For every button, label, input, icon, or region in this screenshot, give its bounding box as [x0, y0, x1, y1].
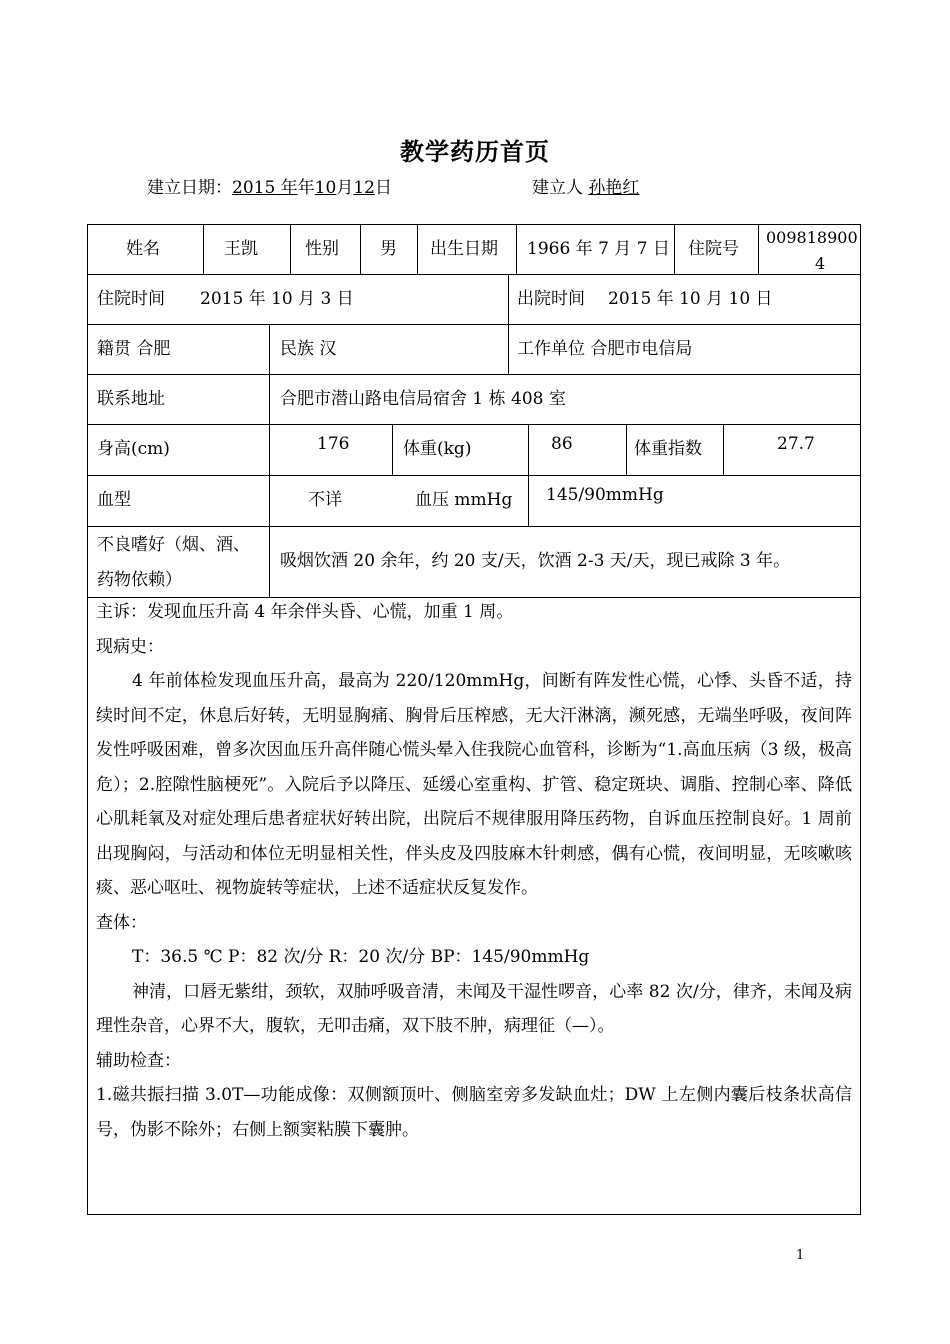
hpi-text: 4 年前体检发现血压升高，最高为 220/120mmHg，间断有阵发性心慌，心悸、头昏不适，持续时间不定，休息后好转，无明显胸痛、胸骨后压榨感，无大汗淋漓，濒死感，无端坐呼吸，夜间阵发性呼吸困难，曾多次因血压升高伴随心慌头晕入住我院心血管科，诊断为“1.高血压病（3 级，极高危）；2.腔隙性脑梗死”。入院后予以降压、延缓心室重构、扩管、稳定斑块、调脂、控制心率、降低心肌耗氧及对症处理后患者症状好转出院，出院后不规律服用降压药物，自诉血压控制良好。1 周前出现胸闷，与活动和体位无明显相关性，伴头皮及四肢麻木针刺感，偶有心慌，夜间明显，无咳嗽咳痰、恶心呕吐、视物旋转等症状，上述不适症状反复发作。 — [96, 671, 852, 898]
name-label: 姓名 — [126, 239, 160, 259]
height-value: 176 — [317, 434, 350, 454]
weight-value: 86 — [551, 434, 573, 454]
discharge-value: 2015 年 10 月 10 日 — [608, 289, 773, 309]
origin-value: 籍贯 合肥 — [97, 339, 171, 359]
bmi-value: 27.7 — [777, 434, 815, 454]
month-label: 月 — [336, 178, 354, 198]
admission-no-overflow: 4 — [815, 254, 826, 273]
habits-label-line2: 药物依赖） — [97, 570, 182, 590]
aux-label: 辅助检查： — [96, 1050, 181, 1071]
exam-text: 神清，口唇无紫绀，颈软，双肺呼吸音清，未闻及干湿性啰音，心率 82 次/分，律齐，未闻及病理性杂音，心界不大，腹软，无叩击痛，双下肢不肿，病理征（—）。 — [96, 981, 852, 1036]
ethnic-value: 民族 汉 — [280, 339, 337, 359]
admit-label: 住院时间 — [97, 289, 165, 309]
address-value: 合肥市潜山路电信局宿舍 1 栋 408 室 — [280, 389, 566, 409]
height-label: 身高(cm) — [97, 439, 170, 459]
discharge-label: 出院时间 — [517, 289, 585, 309]
date-label: 建立日期： — [147, 178, 232, 198]
creation-date — [147, 173, 392, 198]
exam-label: 查体： — [96, 912, 147, 933]
clinical-notes — [87, 597, 861, 1215]
weight-label: 体重(kg) — [403, 439, 472, 459]
sex-value: 男 — [380, 239, 397, 259]
bp-value: 145/90mmHg — [546, 485, 664, 505]
admit-value: 2015 年 10 月 3 日 — [200, 289, 354, 309]
row-stay — [88, 275, 860, 325]
blood-type-label: 血型 — [97, 490, 131, 510]
admission-no-label: 住院号 — [688, 239, 739, 259]
birth-value: 1966 年 7 月 7 日 — [527, 239, 670, 259]
row-origin — [88, 325, 860, 375]
vitals: T：36.5 ℃ P：82 次/分 R：20 次/分 BP：145/90mmHg — [132, 947, 590, 967]
day-label: 日 — [374, 178, 392, 198]
name-value: 王凯 — [224, 239, 258, 259]
address-label: 联系地址 — [97, 389, 165, 409]
row-blood — [88, 476, 860, 527]
chief-complaint: 主诉：发现血压升高 4 年余伴头昏、心慌，加重 1 周。 — [96, 602, 514, 622]
page-number: 1 — [796, 1248, 805, 1263]
date-month: 10 — [314, 178, 337, 198]
row-identity — [88, 225, 860, 275]
bmi-label: 体重指数 — [634, 439, 702, 459]
date-year-suffix: 年 — [297, 178, 315, 198]
habits-label-line1: 不良嗜好（烟、酒、 — [97, 535, 250, 555]
admission-no-value: 009818900 — [766, 228, 858, 247]
row-body-measure — [88, 425, 860, 476]
page-title: 教学药历首页 — [400, 137, 550, 166]
hpi-label: 现病史： — [96, 636, 164, 657]
bp-label: 血压 mmHg — [415, 490, 513, 510]
row-habits — [88, 527, 860, 597]
sex-label: 性别 — [305, 239, 339, 259]
birth-label: 出生日期 — [430, 239, 498, 259]
creator-label: 建立人 — [532, 178, 583, 198]
habits-value: 吸烟饮酒 20 余年，约 20 支/天，饮酒 2-3 天/天，现已戒除 3 年。 — [280, 551, 791, 571]
blood-type-value: 不详 — [308, 490, 342, 510]
employer-value: 工作单位 合肥市电信局 — [517, 339, 693, 359]
row-address — [88, 375, 860, 425]
creator — [532, 173, 703, 198]
creator-name: 孙艳红 — [588, 178, 640, 198]
date-day: 12 — [353, 178, 375, 198]
patient-info-table — [87, 224, 861, 598]
date-year: 2015 年 — [232, 178, 298, 198]
aux-text: 1.磁共振扫描 3.0T—功能成像：双侧额顶叶、侧脑室旁多发缺血灶；DW 上左侧内囊后枝条状高信号，伪影不除外；右侧上额窦粘膜下囊肿。 — [96, 1085, 852, 1140]
